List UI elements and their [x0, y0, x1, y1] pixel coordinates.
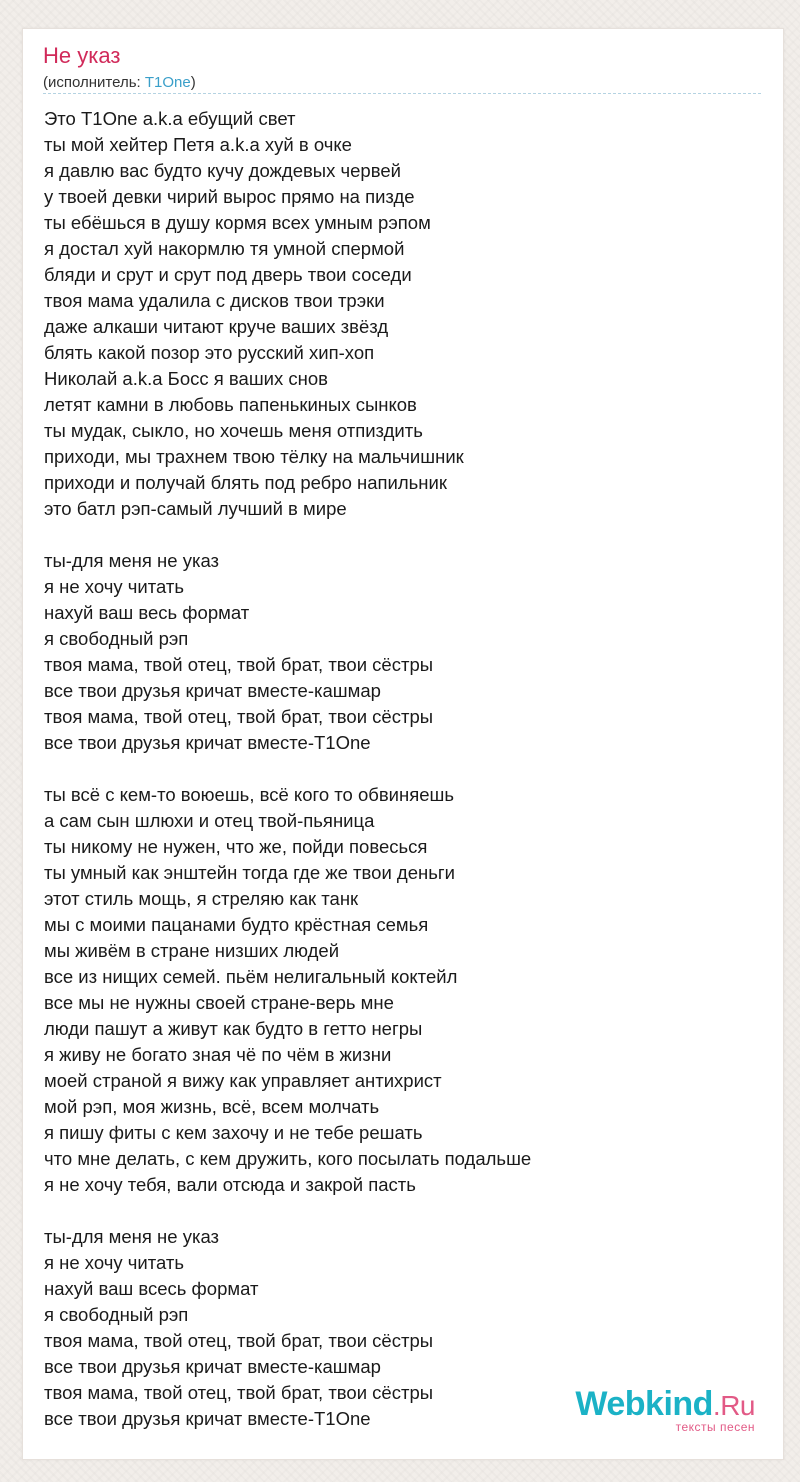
lyric-line: нахуй ваш весь формат — [44, 602, 250, 623]
lyric-line: этот стиль мощь, я стреляю как танк — [44, 888, 359, 909]
lyric-line: ты мудак, сыкло, но хочешь меня отпиздить — [44, 420, 423, 441]
lyric-line: блять какой позор это русский хип-хоп — [44, 342, 375, 363]
lyric-line: приходи и получай блять под ребро напильник — [44, 472, 447, 493]
logo-brand: Webkind — [575, 1385, 713, 1423]
lyric-line: ты-для меня не указ — [44, 550, 220, 571]
lyrics-card — [22, 28, 784, 1460]
lyric-line: это батл рэп-самый лучший в мире — [44, 498, 347, 519]
verse-gap — [44, 756, 764, 782]
title-divider — [43, 93, 761, 94]
lyric-line: все твои друзья кричат вместе-кашмар — [44, 1356, 381, 1377]
lyric-line: твоя мама, твой отец, твой брат, твои сёстры — [44, 654, 434, 675]
lyric-line: люди пашут а живут как будто в гетто негры — [44, 1018, 423, 1039]
lyric-line: ты никому не нужен, что же, пойди повесься — [44, 836, 428, 857]
lyric-line: я свободный рэп — [44, 628, 189, 649]
lyric-line: я свободный рэп — [44, 1304, 189, 1325]
lyrics-body — [44, 106, 764, 1432]
lyric-line: я не хочу читать — [44, 1252, 184, 1273]
lyric-line: ты всё с кем-то воюешь, всё кого то обвиняешь — [44, 784, 454, 805]
lyric-line: что мне делать, с кем дружить, кого посылать подальше — [44, 1148, 532, 1169]
lyric-line: даже алкаши читают круче ваших звёзд — [44, 316, 389, 337]
lyric-line: ты-для меня не указ — [44, 1226, 220, 1247]
lyric-line: мы живём в стране низших людей — [44, 940, 340, 961]
site-logo[interactable] — [575, 1387, 755, 1434]
verse-gap — [44, 522, 764, 548]
lyric-line: приходи, мы трахнем твою тёлку на мальчишник — [44, 446, 464, 467]
logo-tagline: тексты песен — [675, 1420, 755, 1434]
lyric-line: ты мой хейтер Петя a.k.a хуй в очке — [44, 134, 352, 155]
lyric-line: я не хочу тебя, вали отсюда и закрой пасть — [44, 1174, 416, 1195]
lyric-line: Николай a.k.a Босс я ваших снов — [44, 368, 328, 389]
artist-prefix: (исполнитель: — [43, 74, 145, 91]
logo-tld: .Ru — [712, 1390, 755, 1421]
lyric-line: ты ебёшься в душу кормя всех умным рэпом — [44, 212, 431, 233]
lyric-line: Это T1One a.k.a ебущий свет — [44, 108, 296, 129]
lyric-line: а сам сын шлюхи и отец твой-пьяница — [44, 810, 375, 831]
song-title: Не указ — [43, 43, 121, 68]
lyric-line: мой рэп, моя жизнь, всё, всем молчать — [44, 1096, 380, 1117]
lyric-line: у твоей девки чирий вырос прямо на пизде — [44, 186, 415, 207]
lyric-line: твоя мама удалила с дисков твои трэки — [44, 290, 385, 311]
verse-gap — [44, 1198, 764, 1224]
lyric-line: все мы не нужны своей стране-верь мне — [44, 992, 394, 1013]
lyric-line: нахуй ваш всесь формат — [44, 1278, 259, 1299]
lyric-line: я живу не богато зная чё по чём в жизни — [44, 1044, 392, 1065]
lyric-line: все из нищих семей. пьём нелигальный коктейл — [44, 966, 458, 987]
lyric-line: я не хочу читать — [44, 576, 184, 597]
lyric-line: я пишу фиты с кем захочу и не тебе решать — [44, 1122, 423, 1143]
lyric-line: твоя мама, твой отец, твой брат, твои сёстры — [44, 706, 434, 727]
lyric-line: все твои друзья кричат вместе-T1One — [44, 732, 371, 753]
lyric-line: ты умный как энштейн тогда где же твои деньги — [44, 862, 455, 883]
lyric-line: все твои друзья кричат вместе-кашмар — [44, 680, 381, 701]
lyric-line: твоя мама, твой отец, твой брат, твои сёстры — [44, 1382, 434, 1403]
artist-line — [43, 74, 196, 91]
artist-link[interactable]: T1One — [144, 74, 191, 91]
lyric-line: все твои друзья кричат вместе-T1One — [44, 1408, 371, 1429]
lyric-line: моей страной я вижу как управляет антихрист — [44, 1070, 442, 1091]
lyric-line: я достал хуй накормлю тя умной спермой — [44, 238, 405, 259]
lyric-line: бляди и срут и срут под дверь твои соседи — [44, 264, 412, 285]
lyric-line: мы с моими пацанами будто крёстная семья — [44, 914, 429, 935]
artist-suffix: ) — [190, 74, 196, 91]
lyric-line: твоя мама, твой отец, твой брат, твои сёстры — [44, 1330, 434, 1351]
lyric-line: я давлю вас будто кучу дождевых червей — [44, 160, 401, 181]
lyric-line: летят камни в любовь папенькиных сынков — [44, 394, 417, 415]
